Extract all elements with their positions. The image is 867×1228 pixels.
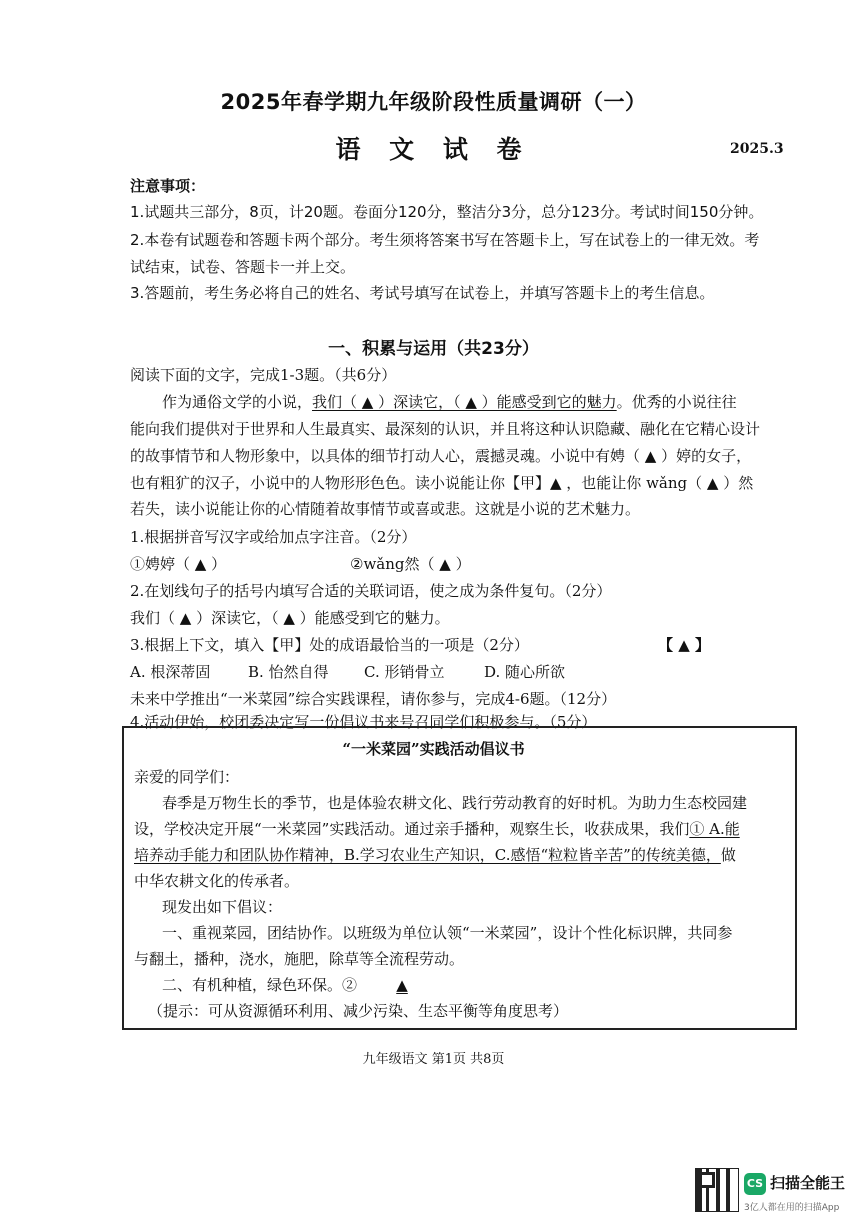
question-1-part-b: ②wǎng然（ ▲ ） bbox=[350, 555, 471, 573]
proposal-text: 设，学校决定开展“一米菜园”实践活动。通过亲手播种，观察生长，收获成果，我们 bbox=[134, 820, 690, 838]
passage-line-4: 也有粗犷的汉子，小说中的人物形形色色。读小说能让你【甲】▲ ，也能让你 wǎng（ ▲ ）然 bbox=[130, 474, 754, 492]
proposal-text: 做 bbox=[720, 846, 736, 864]
page-footer: 九年级语文 第1页 共8页 bbox=[362, 1052, 505, 1067]
notice-line-4: 3.答题前，考生务必将自己的姓名、考试号填写在试卷上，并填写答题卡上的考生信息。 bbox=[130, 284, 715, 302]
option-a: A. 根深蒂固 bbox=[130, 663, 211, 681]
reading-intro: 阅读下面的文字，完成1-3题。（共6分） bbox=[130, 366, 397, 384]
activity-intro: 未来中学推出“一米菜园”综合实践课程，请你参与，完成4-6题。（12分） bbox=[130, 690, 617, 708]
proposal-line-8 bbox=[162, 974, 447, 995]
question-2-sentence: 我们（ ▲ ）深读它，（ ▲ ）能感受到它的魅力。 bbox=[130, 609, 450, 627]
passage-line-3: 的故事情节和人物形象中，以具体的细节打动人心，震撼灵魂。小说中有娉（ ▲ ）婷的女子， bbox=[130, 447, 752, 465]
proposal-line-2 bbox=[134, 818, 740, 839]
exam-date: 2025.3 bbox=[730, 141, 784, 157]
passage-text: 。优秀的小说往往 bbox=[616, 393, 737, 411]
question-4: 4.活动伊始，校团委决定写一份倡议书来号召同学们积极参与。（5分） bbox=[130, 713, 597, 731]
passage-line-2: 能向我们提供对于世界和人生最真实、最深刻的认识，并且将这种认识隐藏、融化在它精心设计 bbox=[130, 420, 761, 438]
question-3-answer-bracket: 【 ▲ 】 bbox=[658, 636, 710, 654]
notice-line-3: 试结束，试卷、答题卡一并上交。 bbox=[130, 258, 356, 276]
notice-line-1: 1.试题共三部分，8页，计20题。卷面分120分，整洁分3分，总分123分。考试时间150分钟。 bbox=[130, 203, 764, 221]
proposal-text: 二、有机种植，绿色环保。② bbox=[162, 976, 358, 994]
section-heading: 一、积累与运用（共23分） bbox=[328, 339, 539, 359]
proposal-line-3 bbox=[134, 844, 736, 865]
option-b: B. 怡然自得 bbox=[248, 663, 329, 681]
exam-title: 2025年春学期九年级阶段性质量调研（一） bbox=[220, 90, 647, 114]
passage-text: 作为通俗文学的小说， bbox=[162, 393, 313, 411]
camscanner-brand: 扫描全能王 bbox=[770, 1174, 846, 1192]
question-3: 3.根据上下文，填入【甲】处的成语最恰当的一项是（2分） bbox=[130, 636, 529, 654]
qr-code-icon bbox=[695, 1168, 739, 1212]
notice-line-2: 2.本卷有试题卷和答题卡两个部分。考生须将答案书写在答题卡上，写在试卷上的一律无效。考 bbox=[130, 231, 760, 249]
passage-line-1 bbox=[162, 391, 737, 412]
proposal-title: “一米菜园”实践活动倡议书 bbox=[342, 740, 525, 758]
answer-blank-2: ▲ bbox=[396, 976, 408, 994]
underlined-sentence-1-cont: 培养动手能力和团队协作精神，B.学习农业生产知识，C.感悟“粒粒皆辛苦”的传统美德， bbox=[134, 846, 721, 864]
exam-subtitle: 语 文 试 卷 bbox=[335, 135, 532, 164]
camscanner-tagline: 3亿人都在用的扫描App bbox=[744, 1203, 840, 1213]
camscanner-logo-icon: CS bbox=[744, 1173, 766, 1195]
underlined-sentence-1: ① A.能 bbox=[689, 820, 740, 838]
question-2: 2.在划线句子的括号内填写合适的关联词语，使之成为条件复句。（2分） bbox=[130, 582, 612, 600]
question-1-part-a: ①娉婷（ ▲ ） bbox=[130, 555, 227, 573]
proposal-line-6: 一、重视菜园，团结协作。以班级为单位认领“一米菜园”，设计个性化标识牌，共同参 bbox=[162, 924, 733, 942]
proposal-line-1: 春季是万物生长的季节，也是体验农耕文化、践行劳动教育的好时机。为助力生态校园建 bbox=[162, 794, 748, 812]
proposal-line-5: 现发出如下倡议： bbox=[162, 898, 283, 916]
option-c: C. 形销骨立 bbox=[364, 663, 445, 681]
proposal-greeting: 亲爱的同学们： bbox=[134, 768, 240, 786]
notice-heading: 注意事项： bbox=[130, 177, 206, 195]
option-d: D. 随心所欲 bbox=[484, 663, 566, 681]
proposal-line-7: 与翻土，播种，浇水，施肥，除草等全流程劳动。 bbox=[134, 950, 465, 968]
underlined-sentence: 我们（ ▲ ）深读它，（ ▲ ）能感受到它的魅力 bbox=[312, 393, 617, 411]
passage-line-5: 若失，读小说能让你的心情随着故事情节或喜或悲。这就是小说的艺术魅力。 bbox=[130, 500, 641, 518]
question-1: 1.根据拼音写汉字或给加点字注音。（2分） bbox=[130, 528, 417, 546]
proposal-hint: （提示：可从资源循环利用、减少污染、生态平衡等角度思考） bbox=[148, 1002, 569, 1020]
proposal-line-4: 中华农耕文化的传承者。 bbox=[134, 872, 300, 890]
